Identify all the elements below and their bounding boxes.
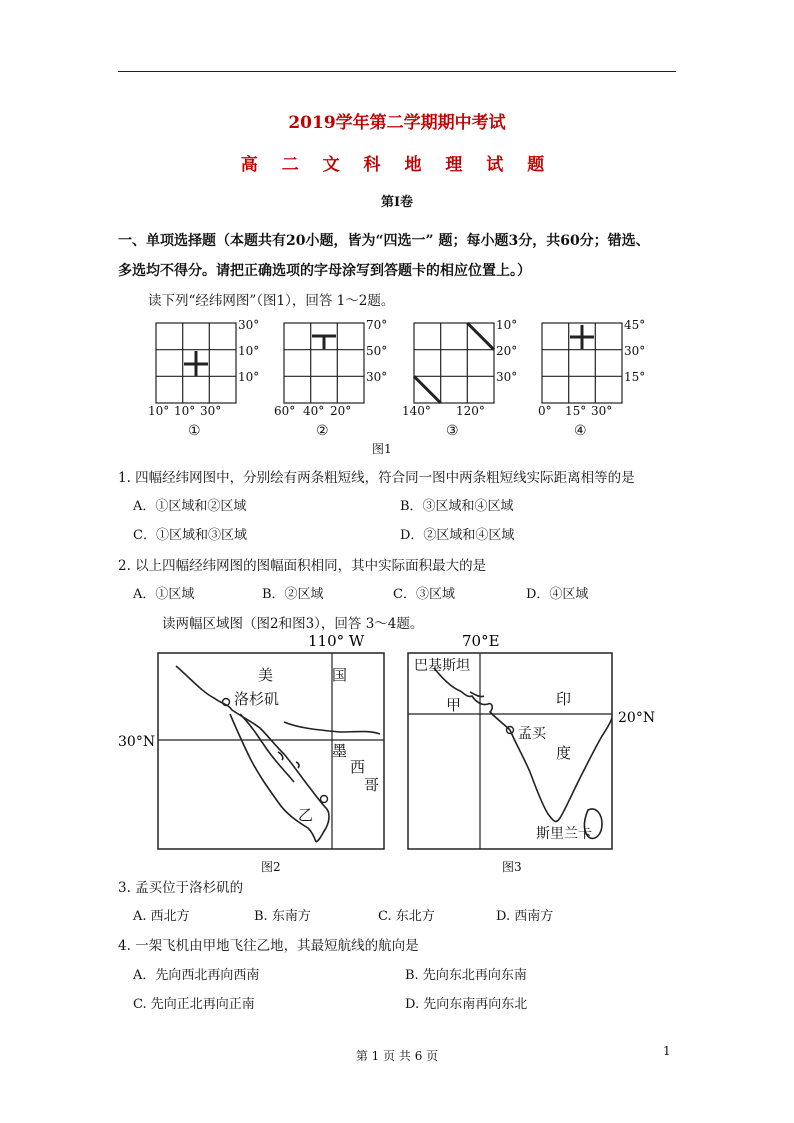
figure2-label-usa-1: 美 [258,666,274,684]
grid4-lon-1: 0° [538,404,552,418]
grid1-lon-1: 10° [148,404,170,418]
exam-subtitle: 高 二 文 科 地 理 试 题 [240,155,554,175]
grid1-lon-2: 10° [174,404,196,418]
figure3-label-india-2: 度 [556,744,572,762]
section-instructions-line2: 多选均不得分。请把正确选项的字母涂写到答题卡的相应位置上。） [118,263,531,279]
figure2-caption: 图2 [261,860,281,874]
figure2-latitude-label: 30°N [118,734,156,750]
grid1-lat-2: 10° [238,344,260,358]
grid4-lon-2: 15° [565,404,587,418]
question-2-option-d[interactable]: D．④区域 [526,587,589,602]
question-3-option-c[interactable]: C. 东北方 [378,909,435,924]
page-footer: 第 1 页 共 6 页 [355,1049,439,1063]
grid2-lat-1: 70° [366,318,388,332]
graticule-1 [156,323,236,403]
question-3-option-d[interactable]: D. 西南方 [496,909,554,924]
grid4-lat-3: 15° [624,370,646,384]
question-3-option-b[interactable]: B. 东南方 [254,909,311,924]
figure3-map [406,632,668,854]
header-rule [118,71,676,72]
grid4-lat-1: 45° [624,318,646,332]
section-instructions-line1: 一、单项选择题（本题共有20小题，皆为“四选一” 题；每小题3分，共60分；错选、 [118,233,650,249]
grid2-lat-2: 50° [366,344,388,358]
figure2-label-yi: 乙 [298,806,314,824]
grid3-lat-2: 20° [496,344,518,358]
question-1-option-a[interactable]: A．①区域和②区域 [133,499,247,514]
figure3-longitude-label: 70°E [462,632,500,650]
figure3-label-sri-lanka: 斯里兰卡 [536,826,592,842]
figure2-map [118,632,388,854]
grid1-lat-1: 30° [238,318,260,332]
figure2-label-los-angeles: 洛杉矶 [234,690,280,708]
grid3-lat-3: 30° [496,370,518,384]
grid4-number: ④ [574,423,587,439]
question-1-option-b[interactable]: B．③区域和④区域 [400,499,514,514]
graticule-3 [414,323,494,403]
figure3-caption: 图3 [502,860,522,874]
grid3-lon-1: 140° [402,404,431,418]
intro-figure1: 读下列“经纬网图”（图1），回答 1～2题。 [148,293,395,309]
figure2-label-mexico-2: 西 [350,758,366,776]
grid1-number: ① [188,423,201,439]
question-2-option-b[interactable]: B．②区域 [262,587,324,602]
figure3-label-india-1: 印 [556,690,572,708]
grid4-lon-3: 30° [591,404,613,418]
question-2-option-a[interactable]: A．①区域 [133,587,195,602]
grid2-number: ② [316,423,329,439]
figure3-label-pakistan: 巴基斯坦 [414,658,470,674]
figure2-label-mexico-1: 墨 [332,742,348,760]
figure3-latitude-label: 20°N [618,710,656,726]
figure3-label-jia: 甲 [446,696,462,714]
question-2-option-c[interactable]: C．③区域 [393,587,455,602]
grid4-lat-2: 30° [624,344,646,358]
page-number: 1 [663,1044,671,1058]
figure3-label-mumbai: 孟买 [518,726,546,742]
question-4-option-b[interactable]: B. 先向东北再向东南 [405,968,527,983]
grid2-lon-3: 20° [330,404,352,418]
graticule-2 [284,323,364,403]
figure2-longitude-label: 110° W [308,632,365,650]
grid1-lon-3: 30° [200,404,222,418]
figure1-graticules [140,313,660,443]
question-3-stem: 3. 孟买位于洛杉矶的 [118,880,244,896]
question-2-stem: 2. 以上四幅经纬网图的图幅面积相同，其中实际面积最大的是 [118,558,487,574]
question-4-option-c[interactable]: C. 先向正北再向正南 [133,997,255,1012]
grid2-lon-2: 40° [303,404,325,418]
intro-figure2-3: 读两幅区域图（图2和图3），回答 3～4题。 [162,616,424,632]
question-1-option-d[interactable]: D．②区域和④区域 [400,528,515,543]
figure3-coastline [434,668,612,838]
figure2-label-usa-2: 国 [332,666,348,684]
question-4-stem: 4. 一架飞机由甲地飞往乙地，其最短航线的航向是 [118,938,419,954]
grid3-lon-2: 120° [456,404,485,418]
volume-label: 第Ⅰ卷 [380,195,414,210]
figure1-caption: 图1 [372,442,392,456]
question-1-option-c[interactable]: C．①区域和③区域 [133,528,247,543]
question-1-stem: 1. 四幅经纬网图中，分别绘有两条粗短线，符合同一图中两条粗短线实际距离相等的是 [118,470,635,486]
question-4-option-d[interactable]: D. 先向东南再向东北 [405,997,528,1012]
grid2-lat-3: 30° [366,370,388,384]
question-3-option-a[interactable]: A. 西北方 [133,909,190,924]
grid2-lon-1: 60° [274,404,296,418]
grid3-number: ③ [446,423,459,439]
grid1-lat-3: 10° [238,370,260,384]
grid3-lat-1: 10° [496,318,518,332]
figure2-label-mexico-3: 哥 [364,776,380,794]
question-4-option-a[interactable]: A．先向西北再向西南 [133,968,260,983]
graticule-4 [542,323,622,403]
exam-title: 2019学年第二学期期中考试 [288,113,506,133]
